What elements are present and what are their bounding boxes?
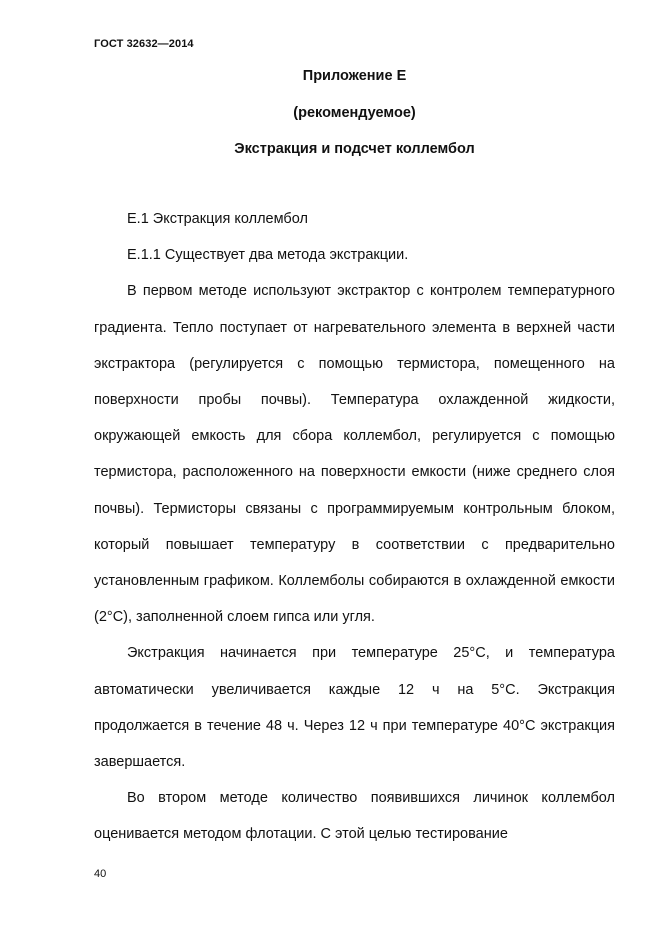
paragraph-temperature: Экстракция начинается при температуре 25°С, и температура автоматически увеличивается каждые 12 ч на 5°С. Экстракция продолжается в течение 48 ч. Через 12 ч при температуре 40°С экстракция завершается. (94, 645, 615, 771)
appendix-status: (рекомендуемое) (293, 105, 416, 121)
paragraph-second-method: Во втором методе количество появившихся личинок коллембол оценивается методом флотации. С этой целью тестирование (94, 790, 615, 843)
paragraph-first-method: В первом методе используют экстрактор с контролем температурного градиента. Тепло поступает от нагревательного элемента в верхней части экстрактора (регулируется с помощью термистора, помещенного на поверхности пробы почвы). Температура охлажденной жидкости, окружающей емкость для сбора коллембол, регулируется с помощью термистора, расположенного на поверхности емкости (ниже среднего слоя почвы). Термисторы связаны с программируемым контрольным блоком, который повышает температуру в соответствии с предварительно установленным графиком. Коллемболы собираются в охлажденной емкости (2°С), заполненной слоем гипса или угля. (94, 283, 615, 626)
body-text (94, 201, 615, 853)
subsection-paragraph: Е.1.1 Существует два метода экстракции. (127, 247, 409, 264)
page-number: 40 (94, 868, 107, 880)
section-heading: Е.1 Экстракция коллембол (127, 211, 308, 227)
appendix-subject: Экстракция и подсчет коллембол (234, 141, 475, 157)
appendix-title: Приложение Е (302, 68, 407, 84)
standard-code: ГОСТ 32632—2014 (94, 38, 194, 50)
